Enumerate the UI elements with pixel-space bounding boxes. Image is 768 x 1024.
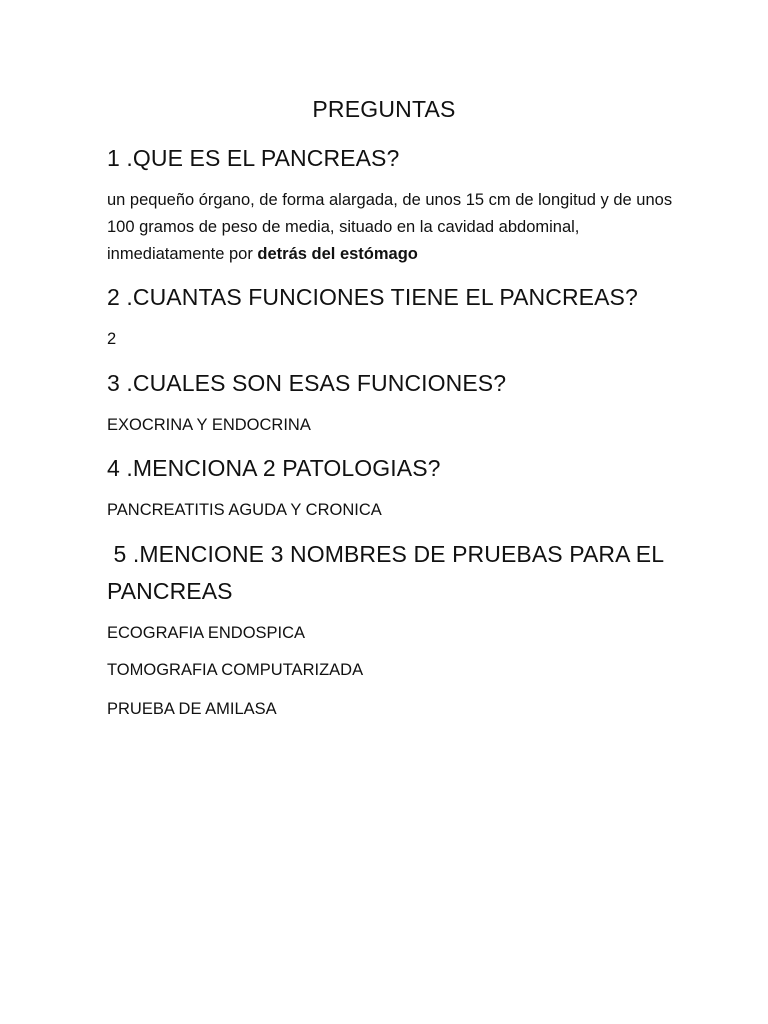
question-3: 3 .CUALES SON ESAS FUNCIONES? xyxy=(107,370,507,396)
answer-5-item: PRUEBA DE AMILASA xyxy=(107,700,277,718)
question-1: 1 .QUE ES EL PANCREAS? xyxy=(107,145,400,171)
answer-1-text: un pequeño órgano, de forma alargada, de unos 15 cm de longitud y de unos 100 gramos de peso de media, situado en la cavidad abdominal, inmediatamente por xyxy=(107,191,673,263)
question-5: 5 .MENCIONE 3 NOMBRES DE PRUEBAS PARA EL PANCREAS xyxy=(107,541,670,604)
answer-1 xyxy=(107,187,687,268)
question-4: 4 .MENCIONA 2 PATOLOGIAS? xyxy=(107,455,441,481)
document-title: PREGUNTAS xyxy=(312,96,456,122)
answer-1-bold: detrás del estómago xyxy=(257,245,418,263)
answer-5-item: ECOGRAFIA ENDOSPICA xyxy=(107,624,306,642)
answer-5-item: TOMOGRAFIA COMPUTARIZADA xyxy=(107,661,364,679)
answer-3: EXOCRINA Y ENDOCRINA xyxy=(107,416,311,434)
answer-2: 2 xyxy=(107,330,117,348)
answer-4: PANCREATITIS AGUDA Y CRONICA xyxy=(107,501,382,519)
question-2: 2 .CUANTAS FUNCIONES TIENE EL PANCREAS? xyxy=(107,284,638,310)
